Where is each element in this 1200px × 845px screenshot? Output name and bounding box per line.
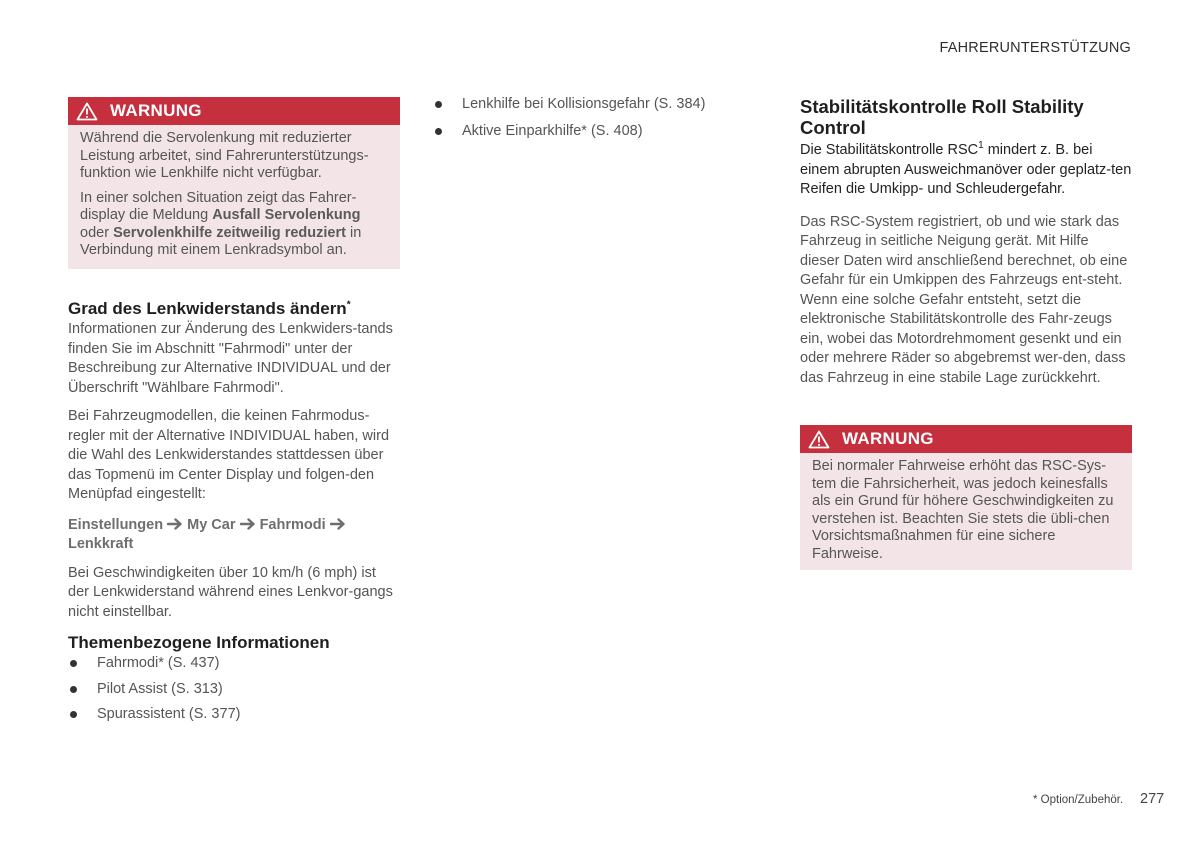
warning-paragraph: Während die Servolenkung mit reduzierter Leistung arbeitet, sind Fahrerunterstützungs-funktion wie Lenkhilfe nicht verfügbar. xyxy=(80,130,369,181)
section-related xyxy=(68,633,400,725)
message-servolenkhilfe-reduziert: Servolenkhilfe zeitweilig reduziert xyxy=(113,224,346,241)
page-number: 277 xyxy=(1140,791,1165,807)
warning-text: In einer solchen Situation zeigt das Fahrer-display die Meldung xyxy=(80,189,357,223)
warning-text: in Verbindung mit einem Lenkradsymbol an. xyxy=(80,224,362,258)
intro-text: Die Stabilitätskontrolle RSC xyxy=(800,142,979,158)
paragraph: Bei Geschwindigkeiten über 10 km/h (6 mph) ist der Lenkwiderstand während eines Lenkvor-gangs nicht einstellbar. xyxy=(68,564,393,620)
warning-body xyxy=(68,125,400,270)
arrow-right-icon xyxy=(330,518,346,530)
related-links xyxy=(433,95,753,141)
menu-path-item: Einstellungen xyxy=(68,516,164,533)
warning-triangle-icon xyxy=(76,102,98,121)
section-header: FAHRERUNTERSTÜTZUNG xyxy=(939,40,1131,56)
footnote-ref: 1 xyxy=(978,140,984,152)
warning-text: oder xyxy=(80,224,110,241)
menu-path xyxy=(68,516,400,555)
paragraph: Bei Fahrzeugmodellen, die keinen Fahrmodus-regler mit der Alternative INDIVIDUAL haben, wird die Wahl des Lenkwiderstandes stattdessen über das Topmenü im Center Display und folgen-den Menüpfad eingestellt: xyxy=(68,408,390,502)
paragraph: Das RSC-System registriert, ob und wie stark das Fahrzeug in seitliche Neigung gerät. Mit Hilfe dieser Daten wird anschließend berechnet, ob eine Gefahr für ein Umkippen des Fahrzeugs ent-steht. Wenn eine solche Gefahr entsteht, setzt die elektronische Stabilitätskontrolle des Fahr-zeugs ein, wobei das Motordrehmoment gesenkt und ein oder mehrere Räder so abgebremst wer-den, dass das Fahrzeug in eine stabile Lage zurückkehrt. xyxy=(800,213,1128,386)
option-mark: * xyxy=(346,299,351,311)
related-link-spurassistent[interactable]: Spurassistent (S. 377) xyxy=(68,705,400,725)
section-heading xyxy=(68,299,400,319)
intro-paragraph xyxy=(800,141,1132,200)
menu-path-item: Lenkkraft xyxy=(68,536,134,552)
warning-box-rsc xyxy=(800,425,1132,570)
related-link-pilot-assist[interactable]: Pilot Assist (S. 313) xyxy=(68,680,400,700)
related-links xyxy=(68,654,400,725)
warning-title: WARNUNG xyxy=(842,429,934,448)
warning-triangle-icon xyxy=(808,430,830,449)
warning-title: WARNUNG xyxy=(110,101,202,120)
related-link-fahrmodi[interactable]: Fahrmodi* (S. 437) xyxy=(68,654,400,674)
section-rsc xyxy=(800,96,1132,388)
warning-header xyxy=(68,97,400,125)
warning-body xyxy=(800,453,1132,573)
warning-paragraph: Bei normaler Fahrweise erhöht das RSC-Sys-tem die Fahrsicherheit, was jedoch keinesfalls als ein Grund für höhere Geschwindigkeiten zu verstehen ist. Beachten Sie stets die übli-chen Vorsichtsmaßnahmen für eine sichere Fahrweise. xyxy=(812,458,1114,562)
warning-header xyxy=(800,425,1132,453)
section-lenkwiderstand xyxy=(68,299,400,622)
warning-paragraph xyxy=(80,190,388,260)
arrow-right-icon xyxy=(240,518,256,530)
warning-box-servolenkung xyxy=(68,97,400,269)
message-ausfall-servolenkung: Ausfall Servolenkung xyxy=(212,207,361,223)
menu-path-item: Fahrmodi xyxy=(259,516,326,533)
heading-text: Grad des Lenkwiderstands ändern xyxy=(68,299,347,318)
arrow-right-icon xyxy=(167,518,183,530)
section-title: Stabilitätskontrolle Roll Stability Control xyxy=(800,96,1084,138)
footnote-option: * Option/Zubehör. xyxy=(1033,794,1124,806)
related-link-einparkhilfe[interactable]: Aktive Einparkhilfe* (S. 408) xyxy=(433,122,753,142)
paragraph: Informationen zur Änderung des Lenkwiders-tands finden Sie im Abschnitt "Fahrmodi" unter der Beschreibung zur Alternative INDIVIDUAL und der Überschrift "Wählbare Fahrmodi". xyxy=(68,321,393,396)
section-heading: Themenbezogene Informationen xyxy=(68,633,330,652)
related-link-lenkhilfe[interactable]: Lenkhilfe bei Kollisionsgefahr (S. 384) xyxy=(433,95,753,115)
intro-text: mindert z. B. bei einem abrupten Ausweichmanöver oder geplatz-ten Reifen die Umkipp- und Schleudergefahr. xyxy=(800,142,1132,197)
menu-path-item: My Car xyxy=(187,516,236,533)
